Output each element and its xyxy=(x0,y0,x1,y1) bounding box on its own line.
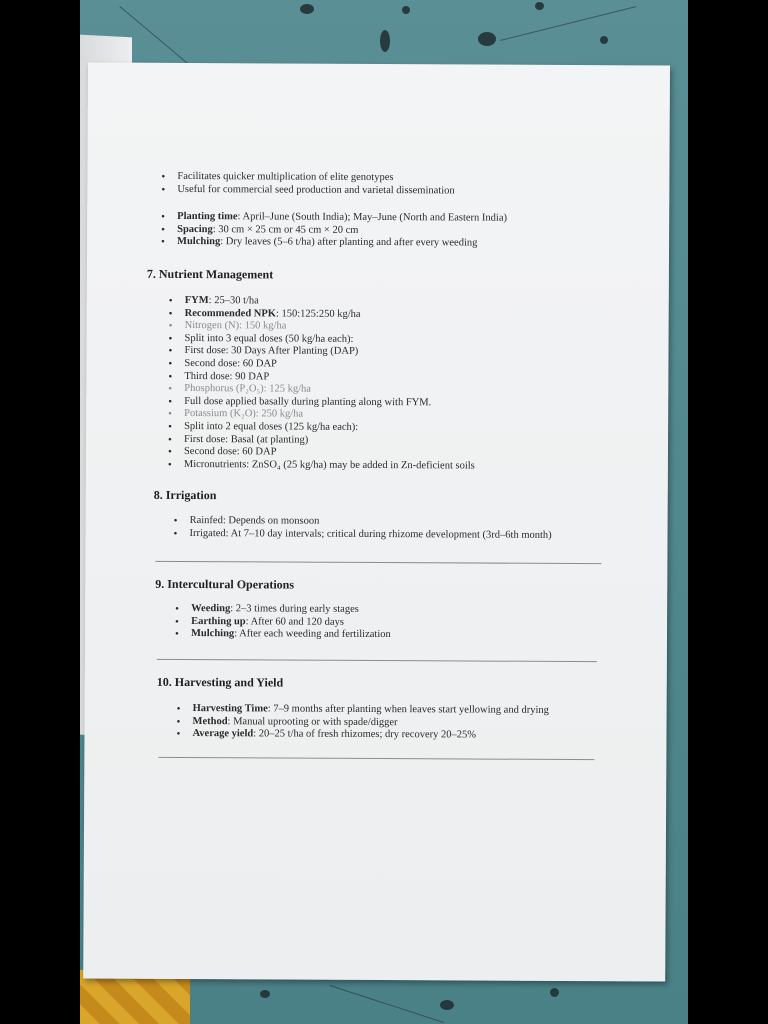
item-label: Average yield xyxy=(192,728,254,740)
table-stain xyxy=(478,32,496,46)
list-item xyxy=(173,603,391,617)
item-label: Spacing xyxy=(177,223,213,235)
table-crack xyxy=(500,6,636,41)
item-label: Weeding xyxy=(191,603,231,615)
item-text: : 30 cm × 25 cm or 45 cm × 20 cm xyxy=(212,223,359,236)
table-stain xyxy=(300,4,314,14)
item-label: Planting time xyxy=(177,210,238,223)
list-item xyxy=(166,459,475,473)
item-label: Earthing up xyxy=(191,615,246,627)
table-stain xyxy=(402,6,410,14)
item-text: : 20–25 t/ha of fresh rhizomes; dry recovery 20–25% xyxy=(253,728,477,741)
table-stain xyxy=(550,988,559,997)
item-text: : 150:125:250 kg/ha xyxy=(275,308,361,320)
item-text: : 7–9 months after planting when leaves start yellowing and drying xyxy=(267,703,549,716)
table-stain xyxy=(440,1000,454,1010)
left-border xyxy=(0,0,80,1024)
item-text: : Dry leaves (5–6 t/ha) after planting and after every weeding xyxy=(220,236,478,249)
list-item: • Rainfed: Depends on monsoon xyxy=(172,515,552,530)
section-divider xyxy=(158,757,594,760)
section-heading-intercultural-operations: 9. Intercultural Operations xyxy=(155,576,295,592)
item-label: Recommended NPK xyxy=(184,307,277,320)
item-text: Potassium (K₂O): 250 kg/ha xyxy=(184,408,304,420)
section-heading-irrigation: 8. Irrigation xyxy=(153,487,217,503)
item-text: Split into 3 equal doses (50 kg/ha each): xyxy=(184,332,354,345)
item-text: Second dose: 60 DAP xyxy=(184,357,277,370)
item-text: : 25–30 t/ha xyxy=(208,295,259,307)
list-item xyxy=(173,628,391,642)
table-stain xyxy=(380,30,390,52)
item-text: First dose: 30 Days After Planting (DAP) xyxy=(184,345,359,358)
right-border xyxy=(688,0,768,1024)
section-divider xyxy=(157,659,597,662)
table-stain xyxy=(535,2,544,10)
list-item: • Facilitates quicker multiplication of elite genotypes xyxy=(159,171,454,185)
section-heading-harvesting-yield: 10. Harvesting and Yield xyxy=(156,674,284,690)
list-item: • Irrigated: At 7–10 day intervals; critical during rhizome development (3rd–6th month) xyxy=(172,528,552,543)
table-stain xyxy=(260,990,270,998)
list-item: • Useful for commercial seed production and varietal dissemination xyxy=(159,183,454,197)
item-text: : 2–3 times during early stages xyxy=(230,603,359,615)
table-crack xyxy=(330,985,444,1023)
item-text: Nitrogen (N): 150 kg/ha xyxy=(184,320,287,332)
irrigation-list xyxy=(172,515,552,542)
list-item xyxy=(173,616,391,630)
item-text: First dose: Basal (at planting) xyxy=(184,433,309,446)
list-item xyxy=(159,236,507,250)
item-text: : Manual uprooting or with spade/digger xyxy=(227,715,398,728)
item-label: Mulching xyxy=(177,236,221,248)
item-text: Full dose applied basally during planting along with FYM. xyxy=(184,395,432,409)
nutrient-list xyxy=(166,295,476,473)
harvesting-list xyxy=(174,703,548,743)
item-text: Phosphorus (P₂O₅): 125 kg/ha xyxy=(184,383,311,395)
section-divider xyxy=(155,561,601,564)
table-stain xyxy=(600,36,608,44)
paper-sheet xyxy=(83,62,670,981)
intro-list xyxy=(159,171,454,198)
document-content xyxy=(83,62,670,981)
item-label: Method xyxy=(192,715,228,727)
item-text: Second dose: 60 DAP xyxy=(183,446,277,458)
item-text: Micronutrients: ZnSO₄ (25 kg/ha) may be added in Zn-deficient soils xyxy=(183,458,475,472)
item-text: Split into 2 equal doses (125 kg/ha each): xyxy=(184,420,359,433)
list-item xyxy=(174,728,548,743)
section-heading-nutrient-management: 7. Nutrient Management xyxy=(146,266,274,282)
item-text: : April–June (South India); May–June (North and Eastern India) xyxy=(237,211,508,224)
item-label: Mulching xyxy=(190,628,235,640)
item-label: FYM xyxy=(184,294,209,307)
item-text: Third dose: 90 DAP xyxy=(184,370,270,382)
item-text: : After each weeding and fertilization xyxy=(234,628,391,641)
item-text: : After 60 and 120 days xyxy=(245,615,344,628)
intercultural-list xyxy=(173,603,391,642)
planting-list xyxy=(159,211,507,251)
item-label: Harvesting Time xyxy=(192,703,268,715)
